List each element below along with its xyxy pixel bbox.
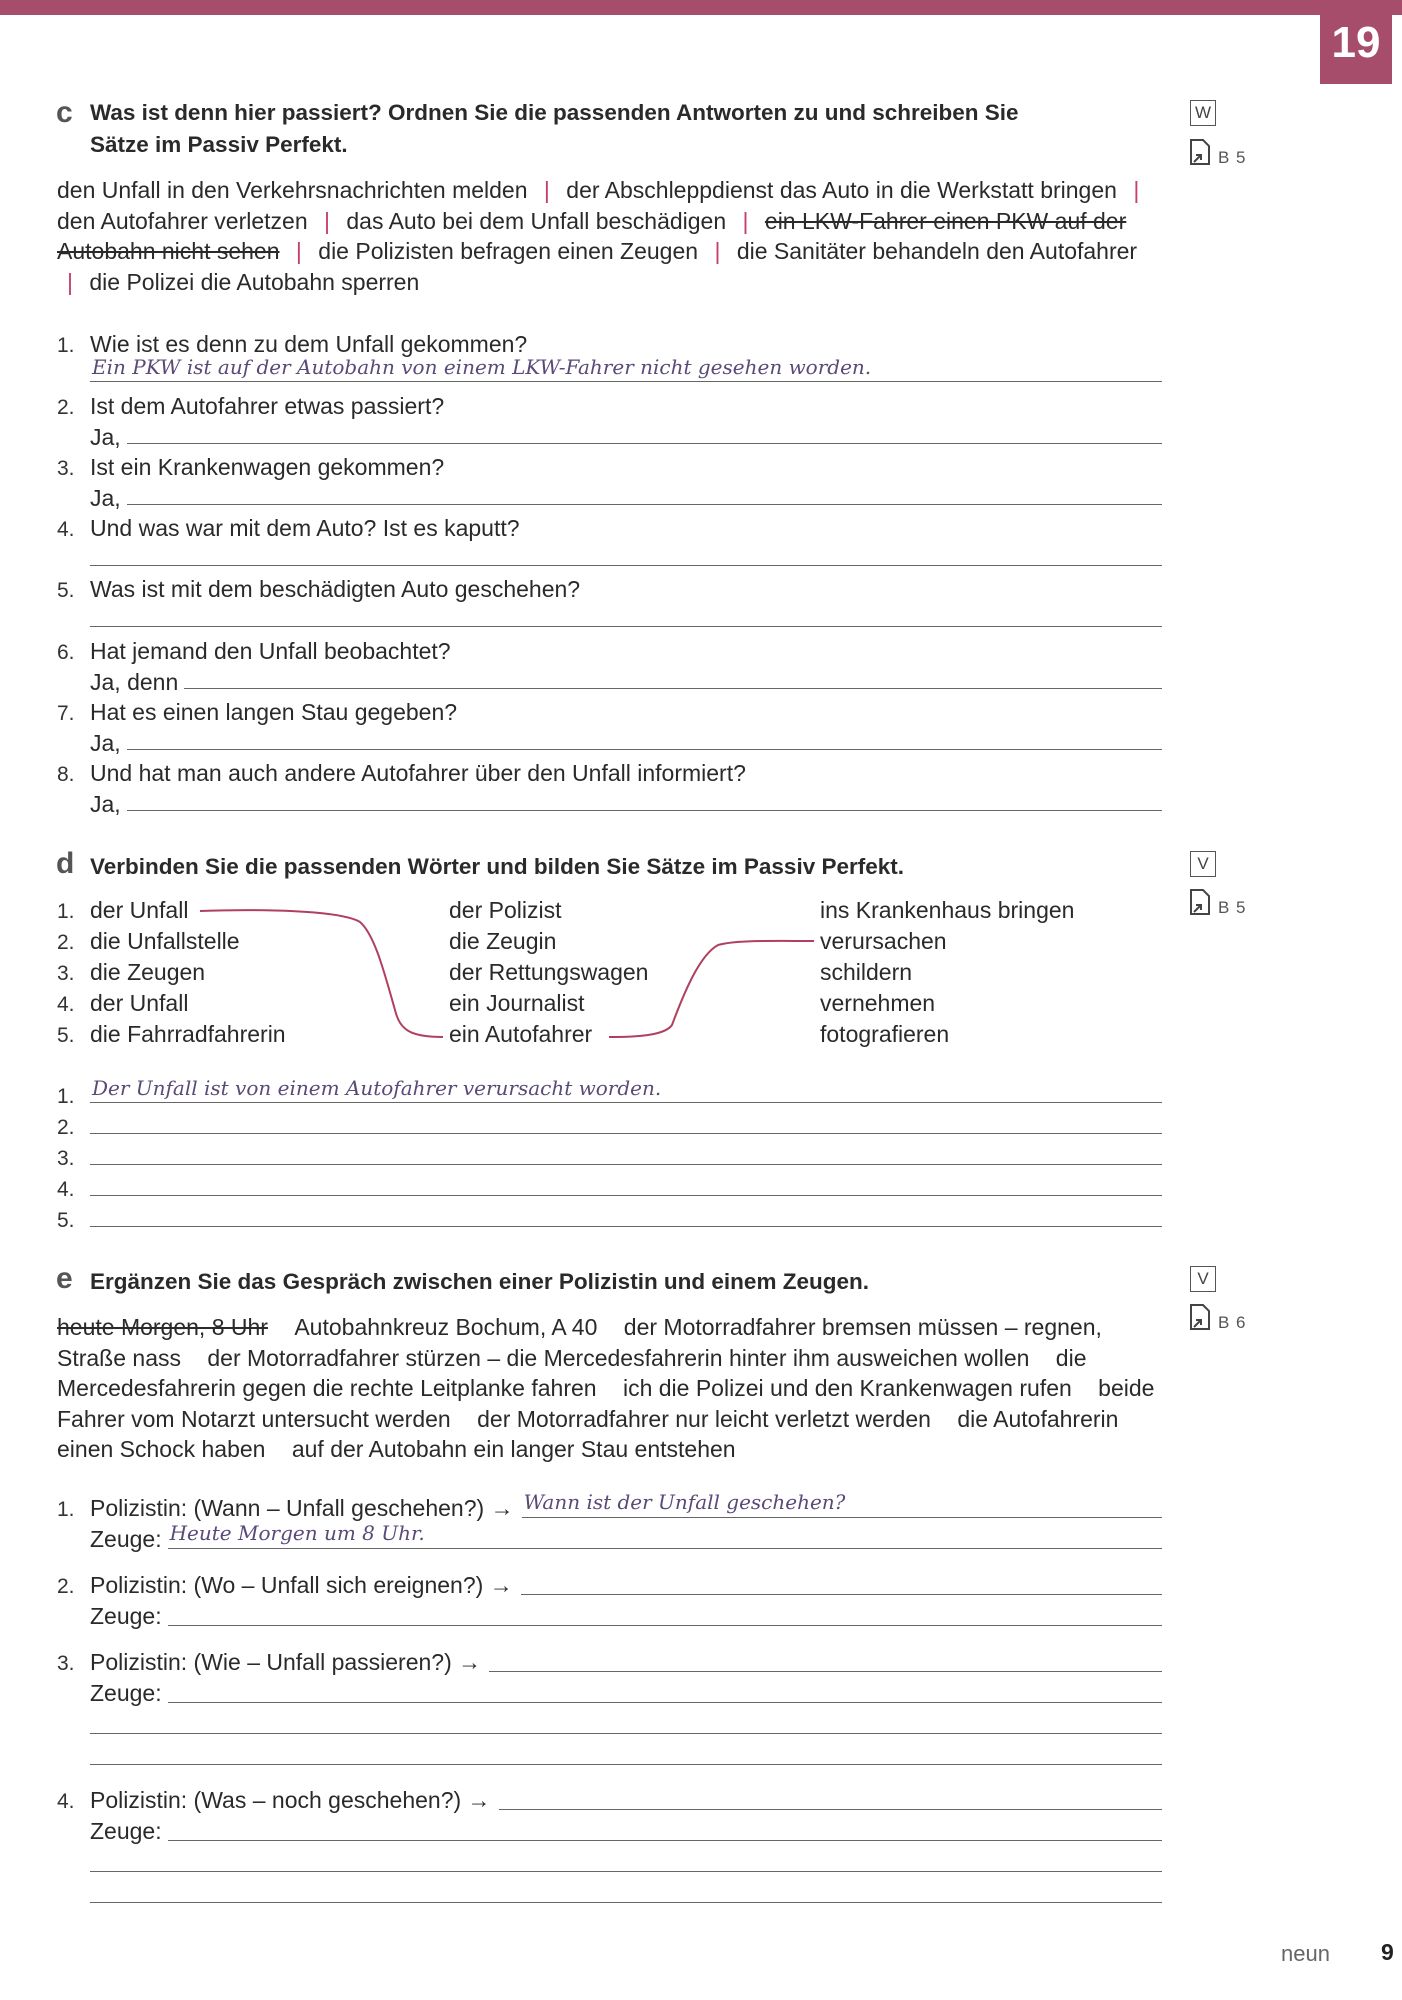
witness-label: Zeuge: [90,1680,162,1706]
match-number: 2. [57,931,75,954]
answer-line[interactable] [90,1195,1162,1196]
word-option: beide Fahrer vom Notarzt untersucht werden [57,1375,1155,1432]
dialog-number: 4. [57,1790,75,1813]
section-c-letter: c [56,96,73,129]
word-separator: | [543,177,550,203]
word-option: auf der Autobahn ein langer Stau entstehen [291,1436,736,1462]
word-option: den Unfall in den Verkehrsnachrichten melden [57,177,528,203]
match-left-item[interactable]: der Unfall [90,897,189,923]
word-option: ich die Polizei und den Krankenwagen rufen [622,1375,1072,1401]
word-separator: | [714,238,721,264]
question-text: Ist ein Krankenwagen gekommen? [90,454,445,480]
match-left-item[interactable]: der Unfall [90,990,189,1016]
word-separator [187,1345,207,1371]
word-separator [603,1375,623,1401]
match-number: 1. [57,900,75,923]
page-number: 9 [1381,1939,1394,1965]
answer-number: 3. [57,1147,75,1170]
extra-answer-line[interactable] [90,1764,1162,1765]
witness-answer-line[interactable] [168,1702,1162,1703]
section-e-word-box [57,1312,1167,1465]
witness-answer-line[interactable] [168,1625,1162,1626]
police-question: Polizistin: (Was – noch geschehen?) → [90,1787,491,1813]
witness-label: Zeuge: [90,1526,162,1552]
dialog-number: 3. [57,1652,75,1675]
word-option: die Polizei die Autobahn sperren [89,268,420,295]
section-d-title: Verbinden Sie die passenden Wörter und bilden Sie Sätze im Passiv Perfekt. [90,854,904,879]
word-separator [937,1406,957,1432]
extra-answer-line[interactable] [90,1871,1162,1872]
witness-label: Zeuge: [90,1818,162,1844]
word-option: der Abschleppdienst das Auto in die Werkstatt bringen [566,177,1117,203]
answer-line[interactable] [90,1133,1162,1134]
section-d-letter: d [56,847,75,880]
word-option: die Sanitäter behandeln den Autofahrer [736,238,1138,264]
answer-number: 1. [57,1085,75,1108]
word-separator [1078,1375,1098,1401]
answer-prefix: Ja, [90,485,121,511]
answer-prefix: Ja, [90,424,121,450]
word-separator: | [1133,177,1140,203]
page-number-word: neun [1281,1941,1330,1966]
answer-line[interactable] [90,1102,1162,1103]
word-option: den Autofahrer verletzen [57,207,308,234]
word-separator: | [67,268,73,295]
word-option: die Polizisten befragen einen Zeugen [318,238,699,264]
question-answer-line[interactable] [522,1517,1162,1518]
question-text: Was ist mit dem beschädigten Auto geschehen? [90,576,581,602]
section-d-ref-text: B 5 [1218,898,1247,917]
question-text: Ist dem Autofahrer etwas passiert? [90,393,445,419]
extra-answer-line[interactable] [90,1733,1162,1734]
answer-line[interactable] [90,1226,1162,1227]
word-separator [457,1406,477,1432]
match-middle-item[interactable]: der Rettungswagen [449,959,649,985]
question-number: 2. [57,396,75,419]
answer-line[interactable] [90,1164,1162,1165]
dialog-number: 2. [57,1575,75,1598]
question-number: 8. [57,763,75,786]
question-number: 4. [57,518,75,541]
connector-line-1 [200,910,443,1037]
question-number: 5. [57,579,75,602]
handwritten-answer: Ein PKW ist auf der Autobahn von einem LKW-Fahrer nicht gesehen worden. [92,355,872,379]
match-number: 5. [57,1024,75,1047]
word-option: die Mercedesfahrerin gegen die rechte Leitplanke fahren [57,1344,1087,1401]
match-middle-item[interactable]: ein Autofahrer [449,1021,593,1047]
witness-answer-line[interactable] [168,1548,1162,1549]
section-e-letter: e [56,1262,73,1295]
question-answer-line[interactable] [499,1809,1162,1810]
match-number: 4. [57,993,75,1016]
question-text: Wie ist es denn zu dem Unfall gekommen? [90,331,528,357]
answer-number: 2. [57,1116,75,1139]
section-e-ref-text: B 6 [1218,1313,1247,1332]
answer-prefix: Ja, [90,791,121,817]
word-separator [604,1314,624,1340]
question-number: 6. [57,641,75,664]
match-right-item[interactable]: schildern [820,959,913,985]
match-left-item[interactable]: die Unfallstelle [90,928,240,954]
match-middle-item[interactable]: der Polizist [449,897,562,923]
word-option: Autobahnkreuz Bochum, A 40 [294,1314,598,1340]
question-number: 7. [57,702,75,725]
match-right-item[interactable]: verursachen [820,928,947,954]
word-separator [274,1314,294,1340]
section-c-ref-text: B 5 [1218,148,1247,167]
match-right-item[interactable]: vernehmen [820,990,936,1016]
dialog-number: 1. [57,1498,75,1521]
police-question: Polizistin: (Wie – Unfall passieren?) → [90,1649,482,1675]
word-option: der Motorradfahrer nur leicht verletzt werden [477,1405,931,1432]
match-right-item[interactable]: fotografieren [820,1021,950,1047]
match-middle-item[interactable]: die Zeugin [449,928,557,954]
section-e-badge: V [1190,1266,1216,1292]
answer-prefix: Ja, denn [90,669,179,695]
word-option: der Motorradfahrer stürzen – die Mercedesfahrerin hinter ihm ausweichen wollen [207,1344,1030,1371]
witness-answer-line[interactable] [168,1840,1162,1841]
match-right-item[interactable]: ins Krankenhaus bringen [820,897,1075,923]
match-left-item[interactable]: die Zeugen [90,959,206,985]
section-e-ref [1188,1303,1247,1331]
section-c-badge: W [1190,100,1216,126]
handwritten-answer: Heute Morgen um 8 Uhr. [169,1521,425,1545]
answer-number: 4. [57,1178,75,1201]
question-number: 3. [57,457,75,480]
word-separator: | [742,207,749,234]
section-c-title: Was ist denn hier passiert? Ordnen Sie die passenden Antworten zu und schreiben Sie Sätze im Passiv Perfekt. [90,100,1019,157]
word-option: der Motorradfahrer bremsen müssen – regnen, Straße nass [57,1314,1102,1371]
word-separator: | [324,207,330,234]
police-question: Polizistin: (Wo – Unfall sich ereignen?) → [90,1572,513,1598]
section-e-title: Ergänzen Sie das Gespräch zwischen einer Polizistin und einem Zeugen. [90,1269,869,1294]
question-answer-line[interactable] [521,1594,1162,1595]
question-text: Hat jemand den Unfall beobachtet? [90,638,451,664]
word-separator [1036,1345,1056,1371]
word-option: ein LKW-Fahrer einen PKW auf der Autobahn nicht sehen [57,207,1127,264]
question-text: Und was war mit dem Auto? Ist es kaputt? [90,515,520,541]
extra-answer-line[interactable] [90,1902,1162,1903]
answer-number: 5. [57,1209,75,1232]
connector-line-2 [609,941,814,1037]
chapter-number: 19 [1320,0,1392,84]
match-left-item[interactable]: die Fahrradfahrerin [90,1021,286,1047]
question-answer-line[interactable] [489,1671,1162,1672]
police-question: Polizistin: (Wann – Unfall geschehen?) → [90,1495,514,1521]
answer-prefix: Ja, [90,730,121,756]
handwritten-answer: Der Unfall ist von einem Autofahrer verursacht worden. [92,1076,662,1100]
witness-label: Zeuge: [90,1603,162,1629]
word-separator: | [295,238,302,264]
section-d-badge: V [1190,851,1216,877]
word-option: heute Morgen, 8 Uhr [57,1314,268,1340]
question-text: Hat es einen langen Stau gegeben? [90,699,458,725]
word-option: die Autofahrerin einen Schock haben [57,1405,1119,1462]
word-option: das Auto bei dem Unfall beschädigen [346,207,727,234]
book-reference-icon [1188,1303,1212,1331]
match-middle-item[interactable]: ein Journalist [449,990,585,1016]
question-text: Und hat man auch andere Autofahrer über den Unfall informiert? [90,760,746,786]
question-number: 1. [57,334,75,357]
match-number: 3. [57,962,75,985]
handwritten-answer: Wann ist der Unfall geschehen? [523,1490,846,1514]
word-separator [272,1436,292,1462]
